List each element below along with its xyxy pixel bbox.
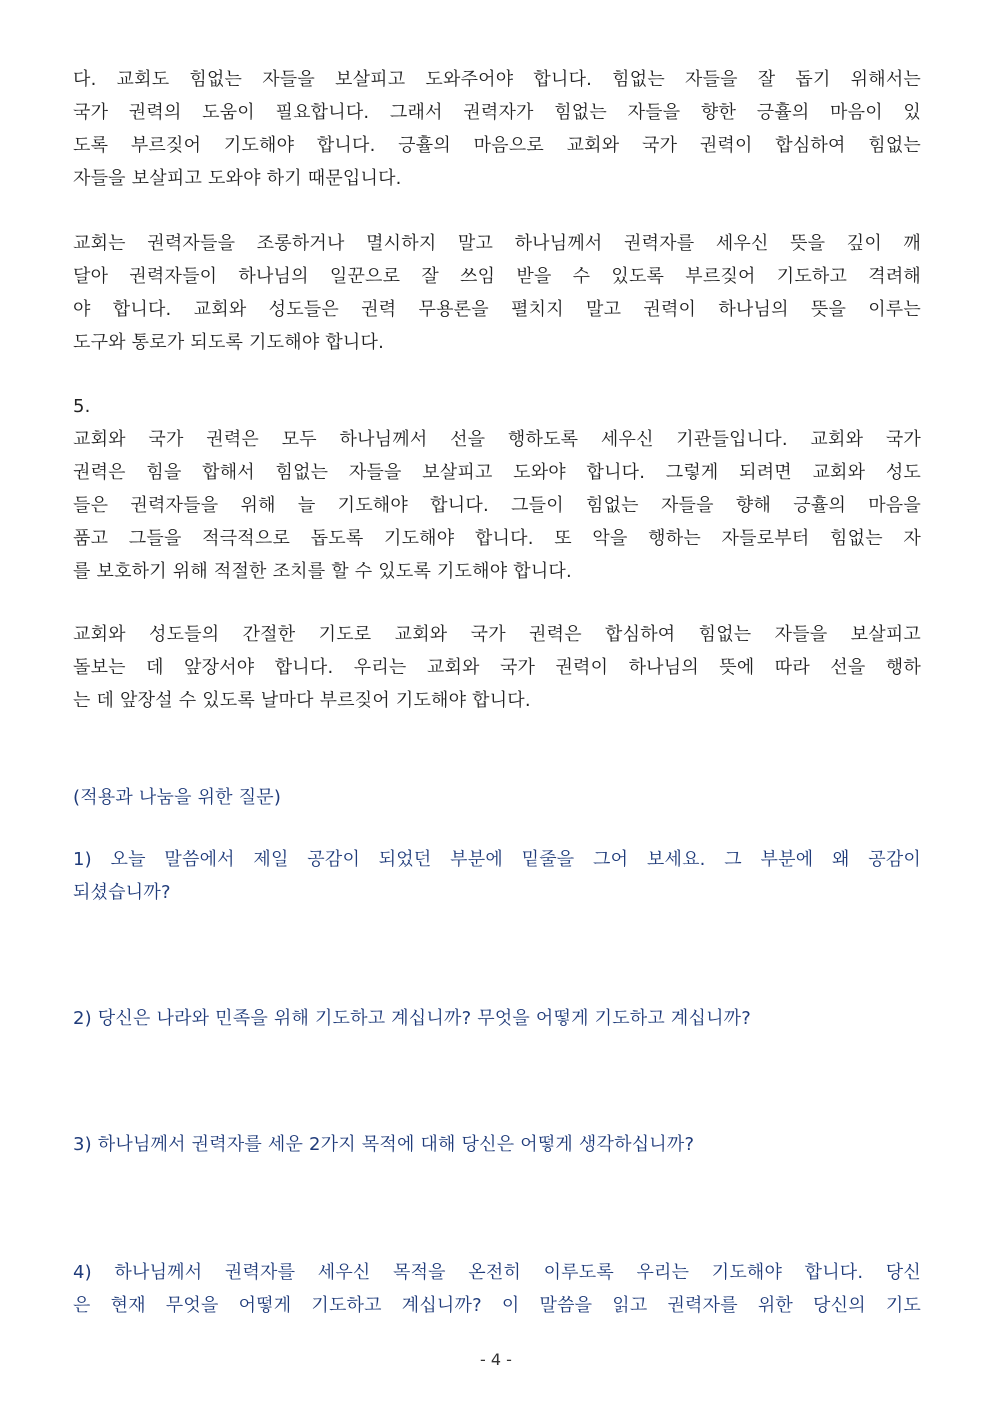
question-line: 1) 오늘 말씀에서 제일 공감이 되었던 부분에 밑줄을 그어 보세요. 그 부분에 왜 공감이 — [73, 849, 921, 870]
section-number: 5. — [73, 396, 91, 417]
question-2 — [73, 1002, 921, 1035]
question-line: 되셨습니까? — [73, 882, 171, 903]
paragraph-line: 자들을 보살피고 도와야 하기 때문입니다. — [73, 168, 402, 189]
question-line: 3) 하나님께서 권력자를 세운 2가지 목적에 대해 당신은 어떻게 생각하십니까? — [73, 1134, 695, 1155]
questions-heading-block — [73, 781, 921, 814]
paragraph-line: 국가 권력의 도움이 필요합니다. 그래서 권력자가 힘없는 자들을 향한 긍휼의 마음이 있 — [73, 102, 921, 123]
paragraph-line: 교회와 성도들의 간절한 기도로 교회와 국가 권력은 합심하여 힘없는 자들을 보살피고 — [73, 624, 921, 645]
page-number: - 4 - — [480, 1350, 512, 1369]
paragraph-1 — [73, 63, 921, 195]
paragraph-line: 는 데 앞장설 수 있도록 날마다 부르짖어 기도해야 합니다. — [73, 690, 531, 711]
paragraph-line: 를 보호하기 위해 적절한 조치를 할 수 있도록 기도해야 합니다. — [73, 561, 572, 582]
paragraph-line: 교회는 권력자들을 조롱하거나 멸시하지 말고 하나님께서 권력자를 세우신 뜻을 깊이 깨 — [73, 233, 921, 254]
paragraph-line: 달아 권력자들이 하나님의 일꾼으로 잘 쓰임 받을 수 있도록 부르짖어 기도하고 격려해 — [73, 266, 921, 287]
paragraph-line: 도구와 통로가 되도록 기도해야 합니다. — [73, 332, 385, 353]
paragraph-4 — [73, 618, 921, 717]
paragraph-line: 들은 권력자들을 위해 늘 기도해야 합니다. 그들이 힘없는 자들을 향해 긍휼의 마음을 — [73, 495, 921, 516]
paragraph-line: 교회와 국가 권력은 모두 하나님께서 선을 행하도록 세우신 기관들입니다. 교회와 국가 — [73, 429, 921, 450]
question-3 — [73, 1128, 921, 1161]
paragraph-line: 돌보는 데 앞장서야 합니다. 우리는 교회와 국가 권력이 하나님의 뜻에 따라 선을 행하 — [73, 657, 921, 678]
paragraph-3 — [73, 390, 921, 588]
paragraph-line: 품고 그들을 적극적으로 돕도록 기도해야 합니다. 또 악을 행하는 자들로부터 힘없는 자 — [73, 528, 921, 549]
questions-heading: (적용과 나눔을 위한 질문) — [73, 787, 282, 808]
paragraph-line: 권력은 힘을 합해서 힘없는 자들을 보살피고 도와야 합니다. 그렇게 되려면 교회와 성도 — [73, 462, 921, 483]
question-line: 2) 당신은 나라와 민족을 위해 기도하고 계십니까? 무엇을 어떻게 기도하고 계십니까? — [73, 1008, 751, 1029]
question-line: 은 현재 무엇을 어떻게 기도하고 계십니까? 이 말씀을 읽고 권력자를 위한 당신의 기도 — [73, 1295, 921, 1316]
paragraph-line: 야 합니다. 교회와 성도들은 권력 무용론을 펼치지 말고 권력이 하나님의 뜻을 이루는 — [73, 299, 921, 320]
question-4 — [73, 1256, 921, 1322]
paragraph-2 — [73, 227, 921, 359]
paragraph-line: 도록 부르짖어 기도해야 합니다. 긍휼의 마음으로 교회와 국가 권력이 합심하여 힘없는 — [73, 135, 921, 156]
paragraph-line: 다. 교회도 힘없는 자들을 보살피고 도와주어야 합니다. 힘없는 자들을 잘 돕기 위해서는 — [73, 69, 921, 90]
question-line: 4) 하나님께서 권력자를 세우신 목적을 온전히 이루도록 우리는 기도해야 합니다. 당신 — [73, 1262, 921, 1283]
question-1 — [73, 843, 921, 909]
